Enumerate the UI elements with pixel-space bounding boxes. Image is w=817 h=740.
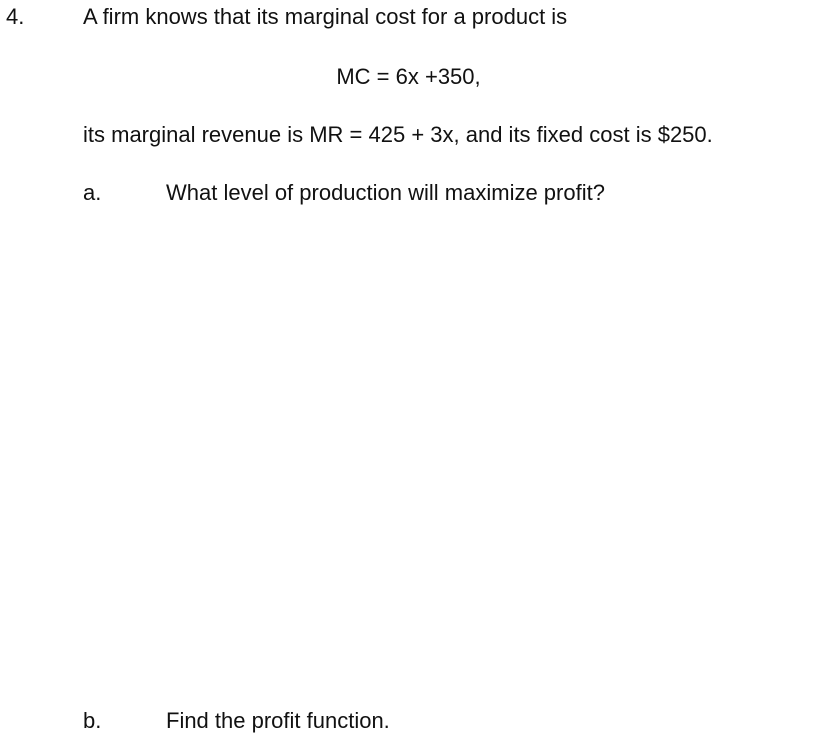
question-intro: A firm knows that its marginal cost for a product is xyxy=(83,4,568,29)
part-a-text: What level of production will maximize profit? xyxy=(166,180,605,205)
part-b-label: b. xyxy=(83,708,102,733)
question-number: 4. xyxy=(6,4,25,29)
marginal-revenue-line: its marginal revenue is MR = 425 + 3x, and its fixed cost is $250. xyxy=(83,122,713,147)
part-a-label: a. xyxy=(83,180,102,205)
marginal-cost-equation: MC = 6x +350, xyxy=(336,64,481,89)
part-b-text: Find the profit function. xyxy=(166,708,390,733)
